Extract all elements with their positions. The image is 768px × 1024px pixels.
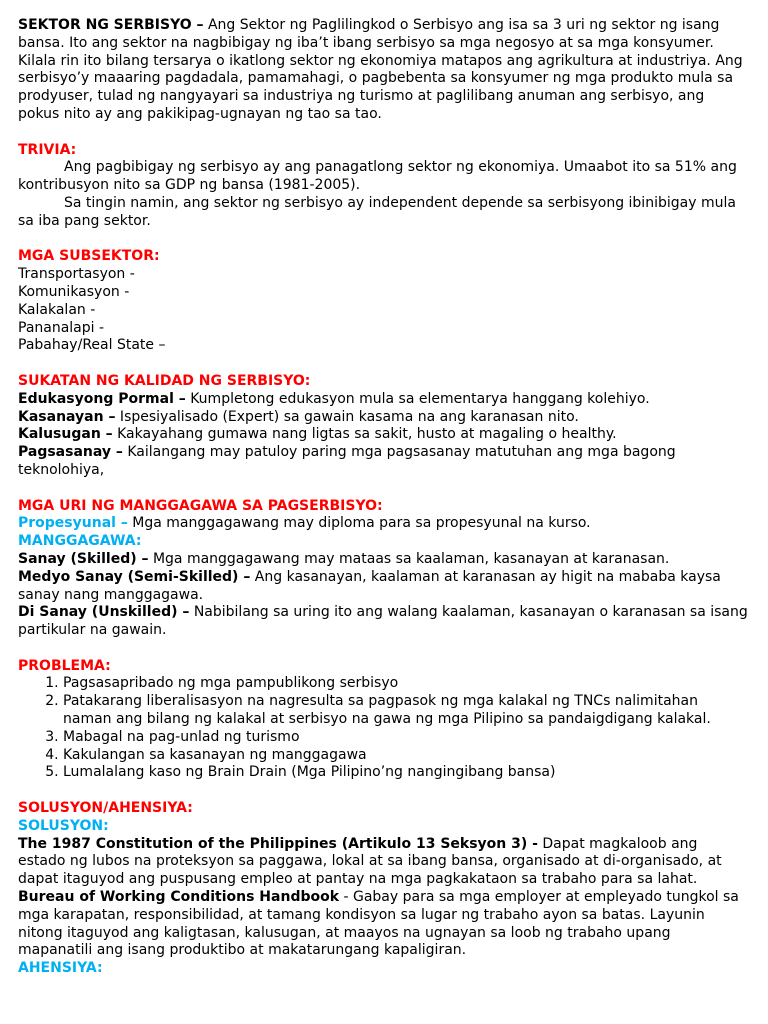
intro-text: Ang Sektor ng Paglilingkod o Serbisyo ang isa sa 3 uri ng sektor ng isang bansa. Ito ang sektor na nagbibigay ng iba’t ibang serbisyo sa mga negosyo at sa mga konsyumer. Kilala rin ito bilang tersarya o ikatlong sektor ng ekonomiya matapos ang agrikultura at industriya. Ang serbisyo’y maaaring pagdadala, pamamahagi, o pagbebenta sa konsyumer ng mga produkto mula sa prodyuser, tulad ng nangyayari sa industriya ng turismo at paglilibang anuman ang serbisyo, ang pokus nito ay ang pakikipag-ugnayan ng tao sa tao.: [18, 17, 743, 122]
solusyon-ahensiya-heading: SOLUSYON/AHENSIYA:: [18, 800, 193, 817]
problema-list: [18, 675, 748, 782]
sukatan-term: Pagsasanay –: [18, 444, 123, 461]
problema-heading: PROBLEMA:: [18, 657, 111, 674]
solusyon-text: - Gabay para sa mga employer at empleyado tungkol sa mga karapatan, responsibilidad, at tamang kondisyon sa lugar ng trabaho ayon sa batas. Layunin nitong itaguyod ang kaligtasan, kalusugan, at maayos na ugnayan sa loob ng trabaho upang mapanatili ang isang produktibo at makatarungang kapaligiran.: [18, 889, 739, 959]
solusyon-item: [18, 889, 748, 960]
solusyon-term: Bureau of Working Conditions Handbook: [18, 889, 340, 906]
propesyunal-term: Propesyunal –: [18, 515, 128, 532]
trivia-paragraph: Sa tingin namin, ang sektor ng serbisyo ay independent depende sa serbisyong ibinibigay mula sa iba pang sektor.: [18, 194, 736, 229]
manggagawa-term: Medyo Sanay (Semi-Skilled) –: [18, 568, 251, 585]
manggagawa-text: Ang kasanayan, kaalaman at karanasan ay higit na mababa kaysa sanay nang manggagawa.: [18, 568, 721, 603]
problema-item: 5. Lumalalang kaso ng Brain Drain (Mga Pilipino’ng nangingibang bansa): [63, 764, 748, 782]
solusyon-item: [18, 836, 748, 889]
sukatan-text: Ispesiyalisado (Expert) sa gawain kasama na ang karanasan nito.: [115, 408, 579, 425]
sukatan-item: [18, 426, 748, 444]
manggagawa-item: [18, 604, 748, 640]
propesyunal-item: [18, 515, 748, 533]
sukatan-item: [18, 444, 748, 480]
problema-item: 1. Pagsasapribado ng mga pampublikong serbisyo: [63, 675, 748, 693]
manggagawa-text: Nabibilang sa uring ito ang walang kaalaman, kasanayan o karanasan sa isang partikular na gawain.: [18, 604, 748, 639]
solusyon-heading: SOLUSYON:: [18, 817, 109, 834]
sukatan-item: [18, 391, 748, 409]
solusyon-text: Dapat magkaloob ang estado ng lubos na proteksyon sa paggawa, lokal at sa ibang bansa, organisado at di-organisado, at dapat itaguyod ang puspusang empleo at pantay na mga pagkakataon sa trabaho para sa lahat.: [18, 835, 722, 888]
sukatan-term: Kasanayan –: [18, 408, 116, 425]
manggagawa-item: [18, 569, 748, 605]
intro-term: SEKTOR NG SERBISYO –: [18, 17, 204, 33]
subsektor-item: Komunikasyon -: [18, 283, 130, 300]
problema-item: 4. Kakulangan sa kasanayan ng manggagawa: [63, 747, 748, 765]
sukatan-text: Kailangang may patuloy paring mga pagsasanay matutuhan ang mga bagong teknolohiya,: [18, 444, 676, 478]
subsektor-heading: MGA SUBSEKTOR:: [18, 248, 160, 265]
sukatan-text: Kakayahang gumawa nang ligtas sa sakit, husto at magaling o healthy.: [112, 426, 617, 443]
sukatan-term: Kalusugan –: [18, 426, 113, 443]
problema-item: 2. Patakarang liberalisasyon na nagresulta sa pagpasok ng mga kalakal ng TNCs nalimitahan naman ang bilang ng kalakal at serbisyo na gawa ng mga Pilipino sa pandaigdigang kalakal.: [63, 693, 748, 729]
subsektor-item: Kalakalan -: [18, 301, 96, 318]
manggagawa-term: Di Sanay (Unskilled) –: [18, 604, 190, 621]
manggagawa-heading: MANGGAGAWA:: [18, 533, 142, 550]
trivia-heading: TRIVIA:: [18, 141, 77, 158]
sukatan-text: Kumpletong edukasyon mula sa elementarya hanggang kolehiyo.: [185, 390, 650, 407]
trivia-paragraph: Ang pagbibigay ng serbisyo ay ang panagatlong sektor ng ekonomiya. Umaabot ito sa 51% ang kontribusyon nito sa GDP ng bansa (1981-2005).: [18, 159, 737, 194]
sukatan-item: [18, 409, 748, 427]
manggagawa-item: [18, 551, 748, 569]
sukatan-term: Edukasyong Pormal –: [18, 390, 186, 407]
manggagawa-text: Mga manggagawang may mataas sa kaalaman, kasanayan at karanasan.: [148, 550, 670, 567]
document: [18, 17, 748, 978]
uri-heading: MGA URI NG MANGGAGAWA SA PAGSERBISYO:: [18, 497, 383, 514]
propesyunal-text: Mga manggagawang may diploma para sa propesyunal na kurso.: [127, 515, 591, 532]
subsektor-item: Pananalapi -: [18, 319, 105, 336]
intro-paragraph: [18, 17, 748, 124]
ahensiya-heading: AHENSIYA:: [18, 960, 103, 977]
subsektor-item: Pabahay/Real State –: [18, 337, 166, 354]
problema-item: 3. Mabagal na pag-unlad ng turismo: [63, 729, 748, 747]
sukatan-heading: SUKATAN NG KALIDAD NG SERBISYO:: [18, 372, 311, 389]
solusyon-term: The 1987 Constitution of the Philippines (Artikulo 13 Seksyon 3) -: [18, 835, 538, 852]
subsektor-item: Transportasyon -: [18, 266, 135, 283]
manggagawa-term: Sanay (Skilled) –: [18, 550, 149, 567]
